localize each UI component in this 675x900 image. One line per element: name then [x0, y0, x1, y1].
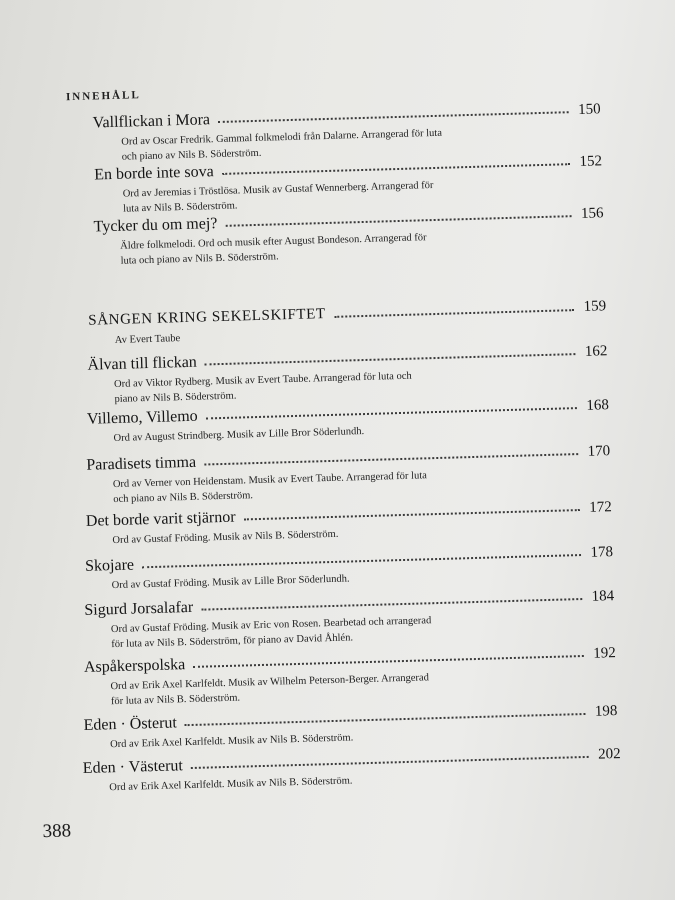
- toc-page-number: 192: [593, 645, 617, 662]
- toc-title: Det borde varit stjärnor: [85, 508, 236, 530]
- dot-leader: [204, 453, 578, 465]
- toc-credit: [110, 671, 429, 709]
- credit-line: Ord av Gustaf Fröding. Musik av Nils B. Söderström.: [112, 528, 339, 547]
- toc-page-number: 152: [579, 153, 603, 170]
- credit-line: Ord av August Strindberg. Musik av Lille Bror Söderlundh.: [113, 426, 365, 445]
- credit-line: Av Evert Taube: [114, 333, 181, 346]
- toc-title: Aspåkerspolska: [83, 656, 186, 676]
- dot-leader: [205, 353, 575, 365]
- credit-line: för luta av Nils B. Söderström.: [110, 692, 241, 707]
- credit-line: Ord av Oscar Fredrik. Gammal folkmelodi från Dalarne. Arrangerad för luta: [121, 127, 443, 148]
- credit-line: Ord av Erik Axel Karlfeldt. Musik av Wilhelm Peterson-Berger. Arrangerad: [110, 672, 430, 693]
- contents-heading: INNEHÅLL: [65, 89, 141, 104]
- toc-credit: [113, 469, 428, 507]
- credit-line: Äldre folkmelodi. Ord och musik efter August Bondeson. Arrangerad för: [120, 232, 427, 252]
- toc-page-number: 150: [577, 101, 601, 118]
- credit-line: och piano av Nils B. Söderström.: [113, 489, 254, 505]
- credit-line: luta och piano av Nils B. Söderström.: [120, 250, 279, 267]
- toc-page-number: 198: [594, 703, 618, 720]
- section-title-line: [88, 298, 606, 332]
- credit-line: Ord av Gustaf Fröding. Musik av Eric von Rosen. Bearbetad och arrangerad: [110, 615, 432, 636]
- dot-leader: [142, 554, 581, 568]
- credit-line: Ord av Erik Axel Karlfeldt. Musik av Nils B. Söderström.: [109, 732, 354, 751]
- credit-line: Ord av Erik Axel Karlfeldt. Musik av Nils B. Söderström.: [109, 775, 353, 794]
- toc-title: Tycker du om mej?: [93, 215, 218, 236]
- credit-line: Ord av Jeremias i Tröstlösa. Musik av Gustaf Wennerberg. Arrangerad för: [122, 180, 434, 200]
- credit-line: Ord av Viktor Rydberg. Musik av Evert Taube. Arrangerad för luta och: [113, 370, 412, 391]
- section-title: SÅNGEN KRING SEKELSKIFTET: [88, 306, 326, 329]
- toc-title: Vallflickan i Mora: [92, 111, 211, 132]
- toc-title: Eden · Västerut: [82, 757, 184, 778]
- toc-page-number: 156: [580, 205, 604, 222]
- toc-title: En borde inte sova: [93, 163, 214, 184]
- section-entry: [0, 296, 671, 346]
- dot-leader: [218, 111, 568, 123]
- toc-title: Älvan till flickan: [87, 353, 198, 374]
- toc-page-number: 159: [583, 298, 607, 315]
- toc-entry: [3, 541, 675, 592]
- toc-title: Sigurd Jorsalafar: [84, 598, 194, 619]
- toc-page-number: 168: [586, 397, 610, 414]
- toc-entry: [4, 585, 675, 650]
- toc-entry: [0, 340, 672, 405]
- credit-line: för luta av Nils B. Söderström, för piano av David Åhlén.: [111, 631, 354, 650]
- toc-title: Paradisets timma: [86, 453, 197, 474]
- dot-leader: [334, 309, 574, 318]
- dot-leader: [191, 756, 588, 769]
- toc-title: Eden · Österut: [83, 714, 178, 734]
- credit-line: Ord av Gustaf Fröding. Musik av Lille Bror Söderlundh.: [111, 573, 350, 592]
- toc-page-number: 162: [584, 343, 608, 360]
- section-author: [115, 332, 181, 348]
- credit-line: luta av Nils B. Söderström.: [123, 199, 238, 215]
- credit-line: Ord av Verner von Heidenstam. Musik av Evert Taube. Arrangerad för luta: [112, 470, 427, 491]
- page-folio-number: 388: [42, 820, 72, 843]
- toc-entry: [7, 700, 675, 751]
- toc-credit: [120, 231, 427, 269]
- toc-credit: [114, 370, 412, 407]
- toc-title: Villemo, Villemo: [86, 407, 198, 428]
- toc-credit: [111, 614, 432, 652]
- dot-leader: [201, 598, 582, 611]
- toc-page-number: 170: [587, 443, 611, 460]
- dot-leader: [206, 407, 577, 419]
- toc-page-number: 172: [588, 499, 612, 516]
- toc-title: Skojare: [84, 556, 135, 575]
- toc-page-number: 178: [590, 544, 614, 561]
- dot-leader: [222, 163, 570, 175]
- toc-entry: [0, 440, 675, 505]
- dot-leader: [185, 713, 585, 726]
- dot-leader: [225, 215, 571, 227]
- credit-line: och piano av Nils B. Söderström.: [121, 147, 262, 163]
- dot-leader: [193, 655, 583, 668]
- toc-page-number: 202: [597, 746, 621, 763]
- toc-page-number: 184: [591, 588, 615, 605]
- credit-line: piano av Nils B. Söderström.: [114, 390, 237, 405]
- dot-leader: [244, 509, 580, 520]
